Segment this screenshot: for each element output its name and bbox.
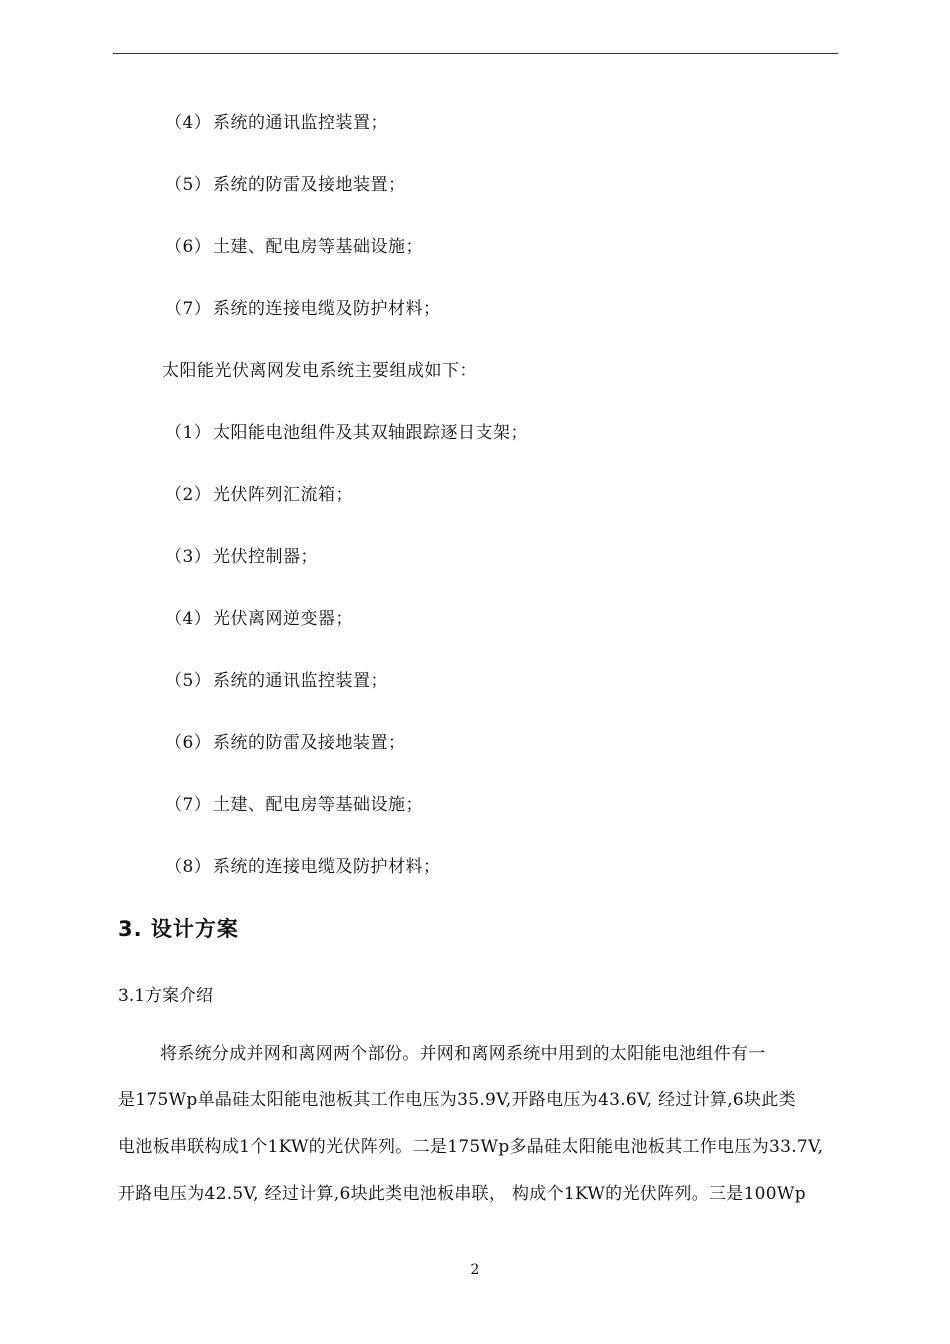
list-item-text: 系统的通讯监控装置； xyxy=(213,671,388,691)
list-item-text: 系统的连接电缆及防护材料； xyxy=(213,857,441,877)
list-item-number: （2） xyxy=(165,485,212,505)
list-item xyxy=(165,236,423,258)
section-heading: 3. 设计方案 xyxy=(118,917,239,941)
list-item-number: （7） xyxy=(165,299,212,319)
list-item-text: 光伏阵列汇流箱； xyxy=(213,485,353,505)
subsection-heading: 3.1方案介绍 xyxy=(118,986,214,1006)
page-number: 2 xyxy=(470,1262,480,1278)
list-item xyxy=(165,484,353,506)
list-item-number: （6） xyxy=(165,733,212,753)
header-rule xyxy=(113,53,838,54)
list-item-text: 系统的通讯监控装置； xyxy=(213,113,388,133)
list-item-text: 光伏离网逆变器； xyxy=(213,609,353,629)
list-item xyxy=(165,856,441,878)
list-item-number: （5） xyxy=(165,671,212,691)
list-item-text: 系统的连接电缆及防护材料； xyxy=(213,299,441,319)
list-item-number: （4） xyxy=(165,609,212,629)
list-item-number: （1） xyxy=(165,423,212,443)
list-item-text: 系统的防雷及接地装置； xyxy=(213,175,406,195)
body-line: 开路电压为42.5V, 经过计算,6块此类电池板串联， 构成个1KW的光伏阵列。三是100Wp xyxy=(118,1184,806,1204)
list-item xyxy=(165,546,318,568)
list-item-number: （7） xyxy=(165,795,212,815)
list-item-text: 太阳能电池组件及其双轴跟踪逐日支架； xyxy=(213,423,528,443)
list-item-number: （8） xyxy=(165,857,212,877)
list-item xyxy=(165,112,388,134)
body-line: 将系统分成并网和离网两个部份。并网和离网系统中用到的太阳能电池组件有一 xyxy=(160,1044,766,1064)
offgrid-intro: 太阳能光伏离网发电系统主要组成如下： xyxy=(162,361,477,381)
list-item-number: （5） xyxy=(165,175,212,195)
list-item-number: （6） xyxy=(165,237,212,257)
list-item-text: 土建、配电房等基础设施； xyxy=(213,795,423,815)
list-item xyxy=(165,794,423,816)
list-item xyxy=(165,174,406,196)
list-item xyxy=(165,670,388,692)
list-item-text: 系统的防雷及接地装置； xyxy=(213,733,406,753)
body-line: 是175Wp单晶硅太阳能电池板其工作电压为35.9V,开路电压为43.6V, 经过计算,6块此类 xyxy=(118,1090,796,1110)
list-item-text: 土建、配电房等基础设施； xyxy=(213,237,423,257)
list-item xyxy=(165,422,528,444)
list-item xyxy=(165,732,406,754)
list-item xyxy=(165,298,441,320)
body-line: 电池板串联构成1个1KW的光伏阵列。二是175Wp多晶硅太阳能电池板其工作电压为33.7V, xyxy=(118,1137,824,1157)
list-item-number: （3） xyxy=(165,547,212,567)
list-item-text: 光伏控制器； xyxy=(213,547,318,567)
list-item xyxy=(165,608,353,630)
list-item-number: （4） xyxy=(165,113,212,133)
